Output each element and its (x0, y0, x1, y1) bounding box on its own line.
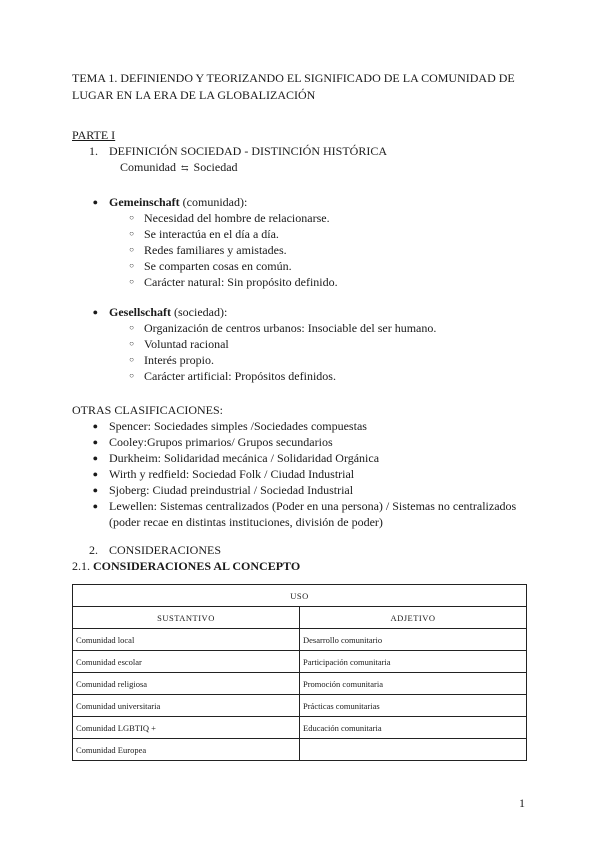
document-title: TEMA 1. DEFINIENDO Y TEORIZANDO EL SIGNIFICADO DE LA COMUNIDAD DE LUGAR EN LA ERA DE LA GLOBALIZACIÓN (72, 71, 515, 102)
table-row (73, 695, 527, 717)
sociedad-label: Sociedad (193, 160, 238, 174)
circle-bullet-icon: ○ (129, 339, 134, 348)
section-2-1-heading (72, 558, 528, 574)
table-cell: Prácticas comunitarias (300, 695, 527, 717)
bullet-icon: ● (92, 485, 98, 495)
bullet-icon: ● (92, 469, 98, 479)
table-row (73, 673, 527, 695)
bullet-icon: ● (92, 307, 98, 317)
gesellschaft-list (72, 320, 528, 384)
list-item: ○ Carácter artificial: Propósitos definidos. (72, 368, 528, 384)
section-2-number: 2. (89, 543, 98, 557)
list-item: ○ Necesidad del hombre de relacionarse. (72, 210, 528, 226)
section-1-label: DEFINICIÓN SOCIEDAD - DISTINCIÓN HISTÓRICA (109, 144, 387, 158)
table-row (73, 651, 527, 673)
section-2-label: CONSIDERACIONES (109, 543, 222, 557)
list-item: ● Spencer: Sociedades simples /Sociedades compuestas (72, 418, 528, 434)
gemeinschaft-bullet (72, 194, 528, 210)
circle-bullet-icon: ○ (129, 323, 134, 332)
table-column-header-row (73, 607, 527, 629)
table-cell: Comunidad local (73, 629, 300, 651)
section-2-1-label: CONSIDERACIONES AL CONCEPTO (93, 559, 301, 573)
circle-bullet-icon: ○ (129, 213, 134, 222)
table-row (73, 739, 527, 761)
table-cell: Comunidad Europea (73, 739, 300, 761)
table-cell: Desarrollo comunitario (300, 629, 527, 651)
table-cell: Comunidad escolar (73, 651, 300, 673)
sustantivo-column-header: SUSTANTIVO (73, 607, 300, 629)
circle-bullet-icon: ○ (129, 277, 134, 286)
table-header-row (73, 585, 527, 607)
comunidad-label: Comunidad (120, 160, 176, 174)
list-item: ○ Se interactúa en el día a día. (72, 226, 528, 242)
gemeinschaft-gloss: (comunidad): (179, 195, 248, 209)
document-page (72, 70, 528, 574)
list-item: ○ Organización de centros urbanos: Insociable del ser humano. (72, 320, 528, 336)
list-item: ○ Se comparten cosas en común. (72, 258, 528, 274)
bullet-icon: ● (92, 453, 98, 463)
adjetivo-column-header: ADJETIVO (300, 607, 527, 629)
bullet-icon: ● (92, 197, 98, 207)
list-item: ● Wirth y redfield: Sociedad Folk / Ciudad Industrial (72, 466, 528, 482)
table-cell: Participación comunitaria (300, 651, 527, 673)
table-cell: Educación comunitaria (300, 717, 527, 739)
list-item: ● Lewellen: Sistemas centralizados (Poder en una persona) / Sistemas no centralizados (poder recae en distintas instituciones, división de poder) (72, 498, 528, 530)
list-item: ○ Redes familiares y amistades. (72, 242, 528, 258)
table-row (73, 717, 527, 739)
table-cell: Comunidad religiosa (73, 673, 300, 695)
uso-table (72, 584, 527, 761)
circle-bullet-icon: ○ (129, 245, 134, 254)
table-cell (300, 739, 527, 761)
page-number: 1 (519, 796, 525, 810)
section-2-heading (72, 542, 528, 558)
bullet-icon: ● (92, 437, 98, 447)
list-item: ● Sjoberg: Ciudad preindustrial / Sociedad Industrial (72, 482, 528, 498)
gesellschaft-term: Gesellschaft (109, 305, 171, 319)
uso-header: USO (73, 585, 527, 607)
section-2-1-number: 2.1. (72, 559, 90, 573)
table-row (73, 629, 527, 651)
table-cell: Promoción comunitaria (300, 673, 527, 695)
otras-clasificaciones-list (72, 418, 528, 530)
section-1-number: 1. (89, 144, 98, 158)
gesellschaft-bullet (72, 304, 528, 320)
list-item: ● Durkheim: Solidaridad mecánica / Solidaridad Orgánica (72, 450, 528, 466)
comunidad-sociedad-line (72, 159, 528, 176)
circle-bullet-icon: ○ (129, 229, 134, 238)
exchange-arrows-icon: ⇆ (181, 163, 189, 173)
otras-clasificaciones-heading: OTRAS CLASIFICACIONES: (72, 403, 224, 417)
part-heading: PARTE I (72, 128, 116, 142)
table-cell: Comunidad LGBTIQ + (73, 717, 300, 739)
list-item: ○ Voluntad racional (72, 336, 528, 352)
bullet-icon: ● (92, 421, 98, 431)
circle-bullet-icon: ○ (129, 261, 134, 270)
list-item: ○ Interés propio. (72, 352, 528, 368)
table-cell: Comunidad universitaria (73, 695, 300, 717)
section-1-heading (72, 143, 528, 159)
list-item: ○ Carácter natural: Sin propósito definido. (72, 274, 528, 290)
list-item: ● Cooley:Grupos primarios/ Grupos secundarios (72, 434, 528, 450)
gemeinschaft-term: Gemeinschaft (109, 195, 180, 209)
circle-bullet-icon: ○ (129, 371, 134, 380)
circle-bullet-icon: ○ (129, 355, 134, 364)
bullet-icon: ● (92, 501, 98, 511)
gemeinschaft-list (72, 210, 528, 290)
gesellschaft-gloss: (sociedad): (171, 305, 228, 319)
